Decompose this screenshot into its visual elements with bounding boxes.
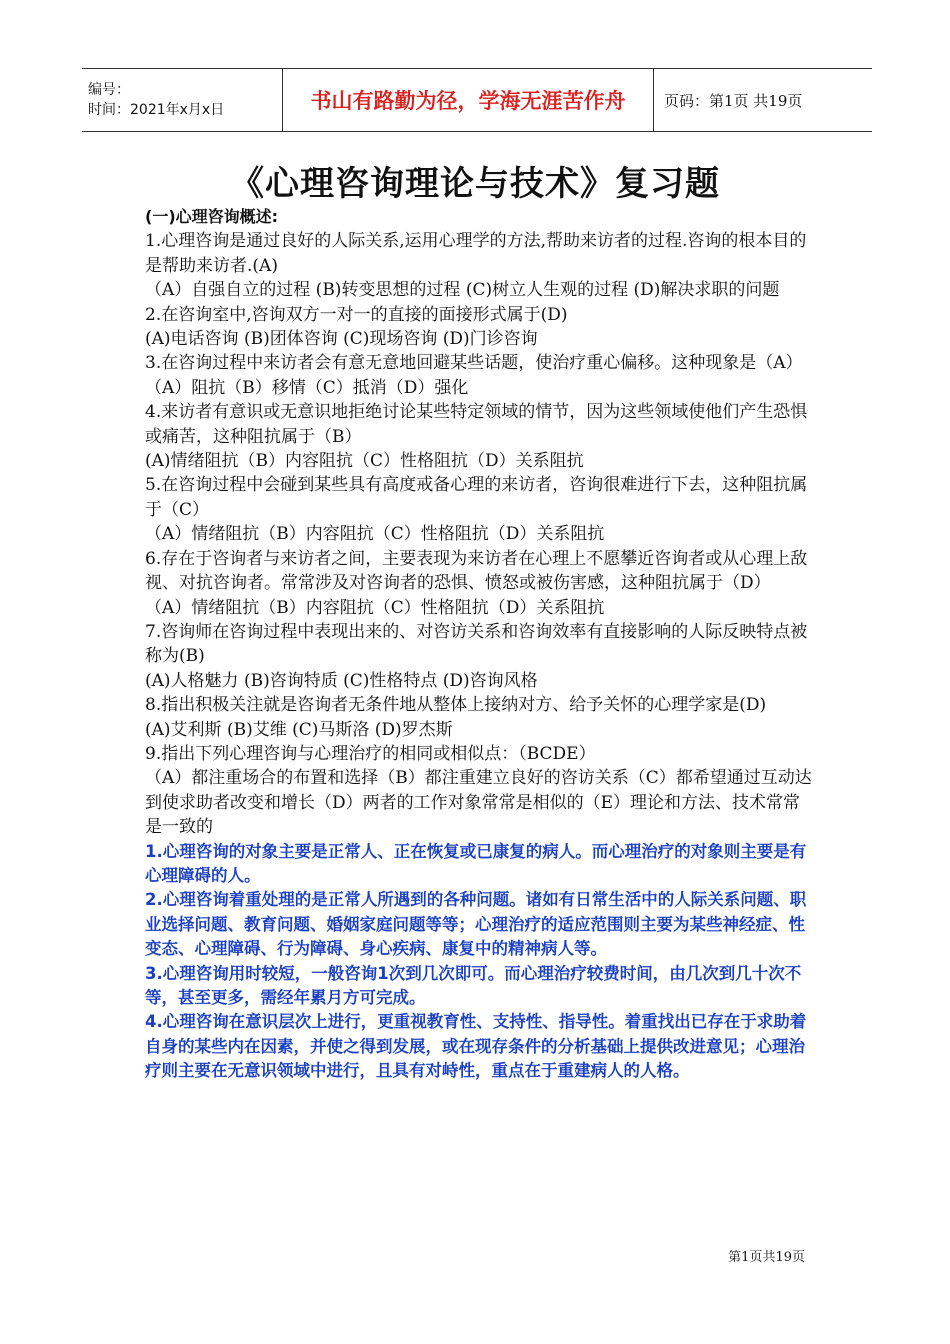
text-line: （A）阻抗（B）移情（C）抵消（D）强化 — [145, 377, 469, 398]
document-body — [145, 205, 813, 1084]
text-line: 8.指出积极关注就是咨询者无条件地从整体上接纳对方、给予关怀的心理学家是(D) — [145, 695, 767, 716]
header-page-info: 页码：第1页 共19页 — [664, 91, 803, 110]
text-line: （A）情绪阻抗（B）内容阻抗（C）性格阻抗（D）关系阻抗 — [145, 597, 605, 618]
text-line: 7.咨询师在咨询过程中表现出来的、对咨访关系和咨询效率有直接影响的人际反映特点被称为(B) — [145, 621, 808, 667]
answer-paragraph: 4.心理咨询在意识层次上进行，更重视教育性、支持性、指导性。着重找出已存在于求助着自身的某些内在因素，并使之得到发展，或在现存条件的分析基础上提供改进意见；心理治疗则主要在无意识领域中进行，且具有对峙性，重点在于重建病人的人格。 — [145, 1012, 807, 1081]
page-footer: 第1页共19页 — [728, 1250, 805, 1265]
text-line: 2.在咨询室中,咨询双方一对一的直接的面接形式属于(D) — [145, 304, 568, 325]
text-line: （A）情绪阻抗（B）内容阻抗（C）性格阻抗（D）关系阻抗 — [145, 524, 605, 545]
text-line: 6.存在于咨询者与来访者之间，主要表现为来访者在心理上不愿攀近咨询者或从心理上敌视、对抗咨询者。常常涉及对咨询者的恐惧、愤怒或被伤害感，这种阻抗属于（D） — [145, 548, 808, 594]
text-line: 9.指出下列心理咨询与心理治疗的相同或相似点：（BCDE） — [145, 743, 596, 764]
text-line: (A)人格魅力 (B)咨询特质 (C)性格特点 (D)咨询风格 — [145, 670, 538, 691]
text-line: (A)电话咨询 (B)团体咨询 (C)现场咨询 (D)门诊咨询 — [145, 329, 538, 350]
date-label: 时间：2021年x月x日 — [88, 102, 225, 118]
page-header — [82, 68, 872, 132]
section-heading: (一)心理咨询概述: — [145, 207, 279, 226]
header-meta — [82, 69, 282, 131]
document-title: 《心理咨询理论与技术》复习题 — [230, 164, 720, 204]
text-line: 4.来访者有意识或无意识地拒绝讨论某些特定领域的情节，因为这些领域使他们产生恐惧或痛苦，这种阻抗属于（B） — [145, 402, 808, 447]
answer-paragraph: 3.心理咨询用时较短，一般咨询1次到几次即可。而心理治疗较费时间，由几次到几十次不等，甚至更多，需经年累月方可完成。 — [145, 963, 802, 1007]
text-line: （A）都注重场合的布置和选择（B）都注重建立良好的咨访关系（C）都希望通过互动达到使求助者改变和增长（D）两者的工作对象常常是相似的（E）理论和方法、技术常常是一致的 — [145, 768, 812, 838]
text-line: (A)情绪阻抗（B）内容阻抗（C）性格阻抗（D）关系阻抗 — [145, 451, 584, 472]
answer-paragraph: 1.心理咨询的对象主要是正常人、正在恢复或已康复的病人。而心理治疗的对象则主要是有心理障碍的人。 — [145, 841, 807, 885]
text-line: 1.心理咨询是通过良好的人际关系,运用心理学的方法,帮助来访者的过程.咨询的根本目的是帮助来访者.(A) — [145, 231, 807, 276]
answer-paragraph: 2.心理咨询着重处理的是正常人所遇到的各种问题。诸如有日常生活中的人际关系问题、职业选择问题、教育问题、婚姻家庭问题等等；心理治疗的适应范围则主要为某些神经症、性变态、心理障碍、行为障碍、身心疾病、康复中的精神病人等。 — [145, 890, 807, 959]
text-line: 5.在咨询过程中会碰到某些具有高度戒备心理的来访者，咨询很难进行下去，这种阻抗属于（C） — [145, 475, 808, 520]
header-motto: 书山有路勤为径，学海无涯苦作舟 — [282, 69, 654, 131]
number-label: 编号： — [88, 82, 130, 98]
text-line: 3.在咨询过程中来访者会有意无意地回避某些话题，使治疗重心偏移。这种现象是（A） — [145, 353, 803, 374]
text-line: (A)艾利斯 (B)艾维 (C)马斯洛 (D)罗杰斯 — [145, 719, 453, 740]
text-line: （A）自强自立的过程 (B)转变思想的过程 (C)树立人生观的过程 (D)解决求职的问题 — [145, 280, 780, 301]
